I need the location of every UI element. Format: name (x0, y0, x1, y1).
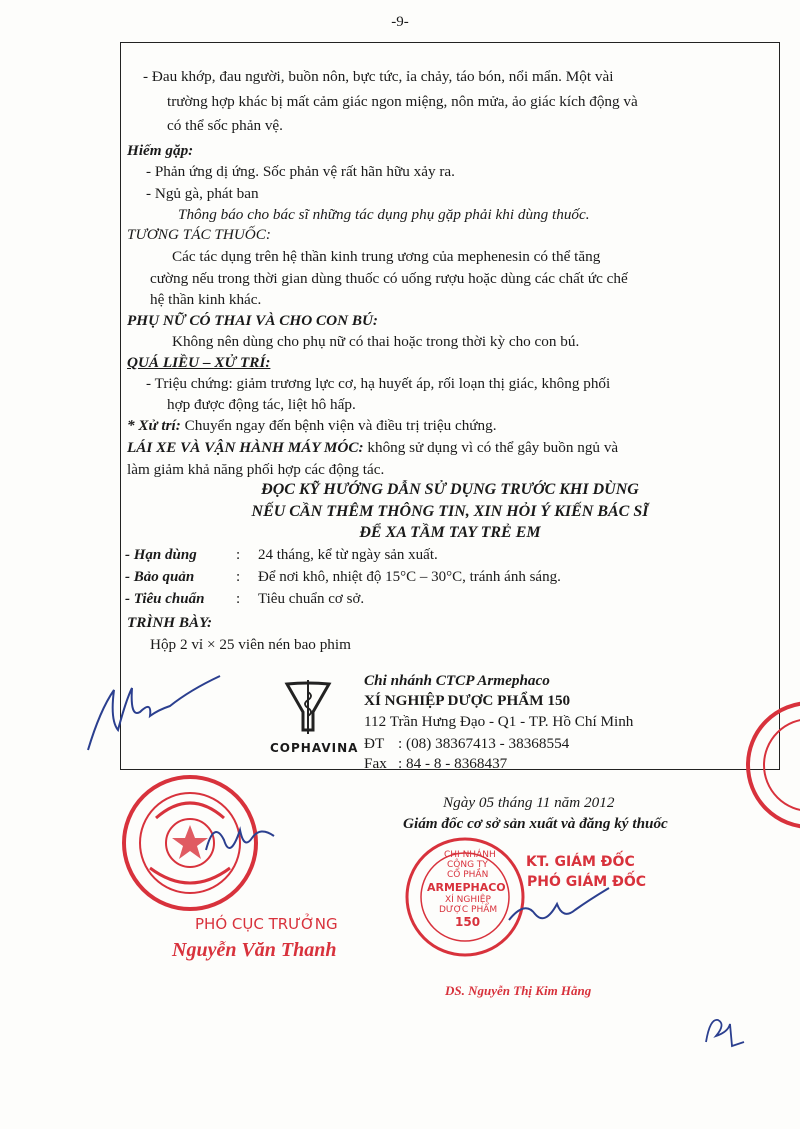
company-phone-label: ĐT (364, 735, 385, 752)
kt-director-title: KT. GIÁM ĐỐC (526, 854, 635, 870)
rare-item-2: - Ngủ gà, phát ban (146, 185, 259, 202)
warning-read-instructions: ĐỌC KỸ HƯỚNG DẪN SỬ DỤNG TRƯỚC KHI DÙNG (261, 481, 639, 498)
company-fax-label: Fax (364, 755, 387, 772)
signer-right-name: DS. Nguyễn Thị Kim Hằng (445, 983, 592, 998)
deputy-director-title: PHÓ GIÁM ĐỐC (527, 874, 646, 890)
rare-item-1: - Phản ứng dị ứng. Sốc phản vệ rất hãn hữu xảy ra. (146, 163, 455, 180)
company-address: 112 Trần Hưng Đạo - Q1 - TP. Hồ Chí Minh (364, 713, 634, 730)
presentation-text: Hộp 2 vỉ × 25 viên nén bao phim (150, 636, 351, 653)
side-effects-line-3: có thể sốc phản vệ. (167, 117, 283, 134)
pregnancy-heading: PHỤ NỮ CÓ THAI VÀ CHO CON BÚ: (127, 312, 378, 329)
overdose-line-1: - Triệu chứng: giảm trương lực cơ, hạ huyết áp, rối loạn thị giác, không phối (146, 375, 611, 392)
company-branch: Chi nhánh CTCP Armephaco (364, 672, 550, 689)
overdose-line-2: hợp được động tác, liệt hô hấp. (167, 396, 356, 413)
shelf-life-value: 24 tháng, kể từ ngày sản xuất. (258, 547, 438, 563)
driving-line-2: làm giảm khả năng phối hợp các động tác. (127, 461, 385, 478)
cophavina-logo-icon (283, 678, 333, 736)
storage-colon: : (236, 569, 241, 585)
side-effects-line-2: trường hợp khác bị mất cảm giác ngon miệng, nôn mửa, ảo giác kích động và (167, 93, 638, 110)
presentation-heading: TRÌNH BÀY: (127, 614, 213, 631)
deputy-head-signature-icon (200, 810, 280, 870)
warning-keep-away-children: ĐỂ XA TẦM TAY TRẺ EM (359, 524, 541, 541)
interactions-line-3: hệ thần kinh khác. (150, 291, 262, 308)
initial-mark-icon (700, 1012, 750, 1052)
standard-label: - Tiêu chuẩn (125, 591, 205, 607)
warning-ask-doctor: NẾU CẦN THÊM THÔNG TIN, XIN HỎI Ý KIẾN BÁC SĨ (251, 503, 649, 520)
signing-date: Ngày 05 tháng 11 năm 2012 (443, 794, 615, 811)
driving-line-1: không sử dụng vì có thể gây buồn ngủ và (367, 439, 619, 456)
deputy-head-title: PHÓ CỤC TRƯỞNG (195, 915, 338, 933)
company-phone: : (08) 38367413 - 38368554 (398, 735, 570, 752)
handwritten-signature-icon (80, 670, 230, 760)
rare-heading: Hiếm gặp: (127, 142, 194, 159)
director-title: Giám đốc cơ sở sản xuất và đăng ký thuốc (403, 815, 668, 832)
director-signature-icon (505, 880, 615, 940)
pregnancy-text: Không nên dùng cho phụ nữ có thai hoặc trong thời kỳ cho con bú. (172, 333, 580, 350)
stamp-line-7: 150 (455, 915, 481, 929)
page-number: -9- (391, 14, 409, 30)
shelf-life-colon: : (236, 547, 241, 563)
standard-colon: : (236, 591, 241, 607)
interactions-heading: TƯƠNG TÁC THUỐC: (127, 226, 271, 243)
stamp-line-2: CÔNG TY (447, 860, 488, 870)
shelf-life-label: - Hạn dùng (125, 547, 197, 563)
driving-heading: LÁI XE VÀ VẬN HÀNH MÁY MÓC: (127, 439, 364, 456)
overdose-treat-label: * Xử trí: (127, 417, 181, 434)
overdose-heading: QUÁ LIỀU – XỬ TRÍ: (127, 354, 271, 371)
stamp-line-3: CỔ PHẦN (447, 870, 489, 880)
cophavina-logo-text: COPHAVINA (270, 741, 359, 755)
overdose-treat-text: Chuyển ngay đến bệnh viện và điều trị triệu chứng. (184, 417, 497, 434)
rare-notice: Thông báo cho bác sĩ những tác dụng phụ gặp phải khi dùng thuốc. (178, 206, 590, 223)
storage-label: - Bảo quản (125, 569, 195, 585)
stamp-line-6: DƯỢC PHẨM (439, 905, 498, 915)
stamp-line-5: XÍ NGHIỆP (445, 895, 491, 905)
company-fax: : 84 - 8 - 8368437 (398, 755, 508, 772)
standard-value: Tiêu chuẩn cơ sở. (258, 591, 365, 607)
interactions-line-2: cường nếu trong thời gian dùng thuốc có uống rượu hoặc dùng các chất ức chế (150, 270, 628, 287)
stamp-line-4: ARMEPHACO (427, 881, 506, 894)
storage-value: Để nơi khô, nhiệt độ 15°C – 30°C, tránh ánh sáng. (258, 569, 561, 585)
interactions-line-1: Các tác dụng trên hệ thần kinh trung ương của mephenesin có thể tăng (172, 248, 601, 265)
company-name: XÍ NGHIỆP DƯỢC PHẨM 150 (364, 692, 571, 709)
deputy-head-name: Nguyễn Văn Thanh (172, 939, 337, 961)
edge-stamp-icon (730, 690, 800, 840)
stamp-line-1: CHI NHÁNH (444, 850, 496, 860)
side-effects-line-1: - Đau khớp, đau người, buồn nôn, bực tức, ỉa chảy, táo bón, nổi mẩn. Một vài (143, 68, 614, 85)
